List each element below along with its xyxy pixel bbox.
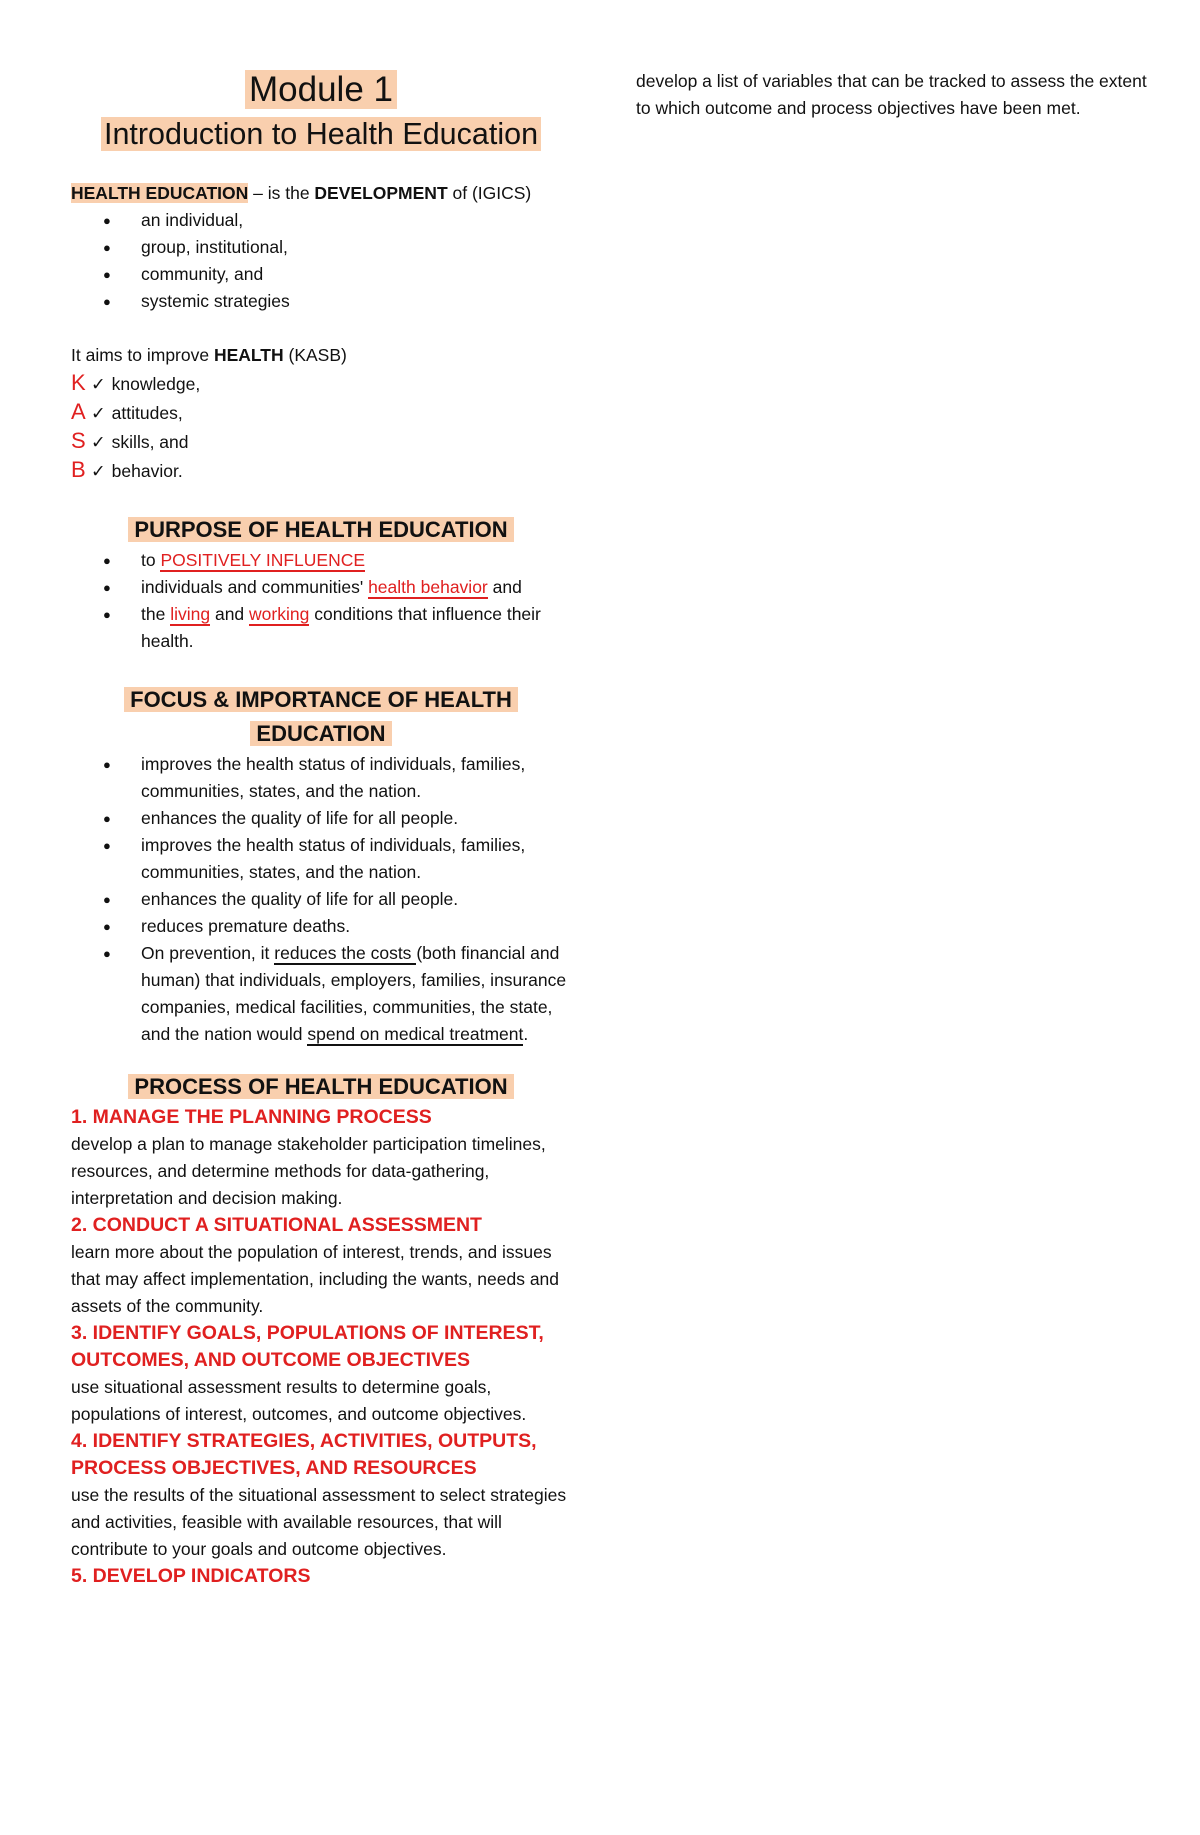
- kasb-item: [71, 398, 571, 427]
- step-title: 3. IDENTIFY GOALS, POPULATIONS OF INTEREST, OUTCOMES, AND OUTCOME OBJECTIVES: [71, 1322, 544, 1371]
- check-icon: ✓: [91, 374, 106, 394]
- list-item: ● group, institutional,: [71, 234, 571, 261]
- kasb-list: [71, 369, 571, 485]
- aims-intro: It aims to improve: [71, 345, 214, 365]
- check-icon: ✓: [91, 403, 106, 423]
- list-item: ● systemic strategies: [71, 288, 571, 315]
- right-column: [636, 68, 1156, 122]
- kasb-item: [71, 427, 571, 456]
- kasb-letter: B: [71, 457, 86, 482]
- list-item: ● to POSITIVELY INFLUENCE: [71, 547, 571, 574]
- purpose-list: [71, 547, 571, 655]
- step-title: 4. IDENTIFY STRATEGIES, ACTIVITIES, OUTPUTS, PROCESS OBJECTIVES, AND RESOURCES: [71, 1430, 537, 1479]
- kasb-item: [71, 456, 571, 485]
- list-item: ● individuals and communities' health behavior and: [71, 574, 571, 601]
- step-text: use situational assessment results to determine goals, populations of interest, outcomes, and outcome objectives.: [71, 1377, 527, 1424]
- list-item: ● enhances the quality of life for all people.: [71, 886, 571, 913]
- step-title: 1. MANAGE THE PLANNING PROCESS: [71, 1106, 432, 1128]
- aims-bold: HEALTH: [213, 345, 284, 365]
- focus-heading: FOCUS & IMPORTANCE OF HEALTH EDUCATION: [71, 683, 571, 751]
- list-item: ● enhances the quality of life for all people.: [71, 805, 571, 832]
- list-item: ● On prevention, it reduces the costs (both financial and human) that individuals, employers, families, insurance companies, medical facilities, communities, the state, and the nation would spend on medical treatment.: [71, 940, 571, 1048]
- list-item: ● reduces premature deaths.: [71, 913, 571, 940]
- step-text-continued: develop a list of variables that can be tracked to assess the extent to which outcome and process objectives have been met.: [636, 71, 1147, 118]
- definition-bold: DEVELOPMENT: [314, 183, 448, 203]
- definition-rest: – is the: [248, 183, 315, 203]
- check-icon: ✓: [91, 461, 106, 481]
- aims-line: [71, 342, 571, 369]
- kasb-text: behavior.: [111, 461, 183, 481]
- list-item: ● the living and working conditions that influence their health.: [71, 601, 571, 655]
- list-item: ● community, and: [71, 261, 571, 288]
- step-title: 2. CONDUCT A SITUATIONAL ASSESSMENT: [71, 1214, 482, 1236]
- list-item: ● improves the health status of individuals, families, communities, states, and the nation.: [71, 832, 571, 886]
- module-header: [71, 68, 571, 156]
- kasb-letter: K: [71, 370, 86, 395]
- definition-tail: of (IGICS): [447, 183, 532, 203]
- kasb-text: attitudes,: [111, 403, 183, 423]
- kasb-text: skills, and: [111, 432, 189, 452]
- definition-line: [71, 180, 571, 207]
- focus-list: [71, 751, 571, 1048]
- underline-text: spend on medical treatment: [307, 1024, 524, 1044]
- purpose-heading: PURPOSE OF HEALTH EDUCATION: [71, 513, 571, 547]
- definition-list: [71, 207, 571, 315]
- kasb-letter: A: [71, 399, 86, 424]
- step-text: use the results of the situational assessment to select strategies and activities, feasible with available resources, that will contribute to your goals and outcome objectives.: [71, 1485, 567, 1559]
- left-column: [71, 68, 571, 1590]
- step-text: develop a plan to manage stakeholder participation timelines, resources, and determine methods for data-gathering, interpretation and decision making.: [71, 1134, 546, 1208]
- red-underline-text: POSITIVELY INFLUENCE: [160, 550, 366, 570]
- kasb-text: knowledge,: [111, 374, 201, 394]
- module-subtitle: Introduction to Health Education: [101, 117, 541, 151]
- kasb-item: [71, 369, 571, 398]
- process-steps: [71, 1104, 571, 1590]
- module-title: Module 1: [245, 70, 397, 109]
- aims-tail: (KASB): [283, 345, 347, 365]
- red-underline-text: health behavior: [368, 577, 488, 597]
- list-item: ● improves the health status of individuals, families, communities, states, and the nation.: [71, 751, 571, 805]
- list-item: ● an individual,: [71, 207, 571, 234]
- red-underline-text: working: [249, 604, 310, 624]
- definition-term: HEALTH EDUCATION: [71, 183, 249, 203]
- check-icon: ✓: [91, 432, 106, 452]
- process-heading: PROCESS OF HEALTH EDUCATION: [71, 1070, 571, 1104]
- underline-text: reduces the costs: [274, 943, 417, 963]
- kasb-letter: S: [71, 428, 86, 453]
- red-underline-text: living: [170, 604, 211, 624]
- step-text: learn more about the population of interest, trends, and issues that may affect implementation, including the wants, needs and assets of the community.: [71, 1242, 560, 1316]
- step-title: 5. DEVELOP INDICATORS: [71, 1565, 311, 1587]
